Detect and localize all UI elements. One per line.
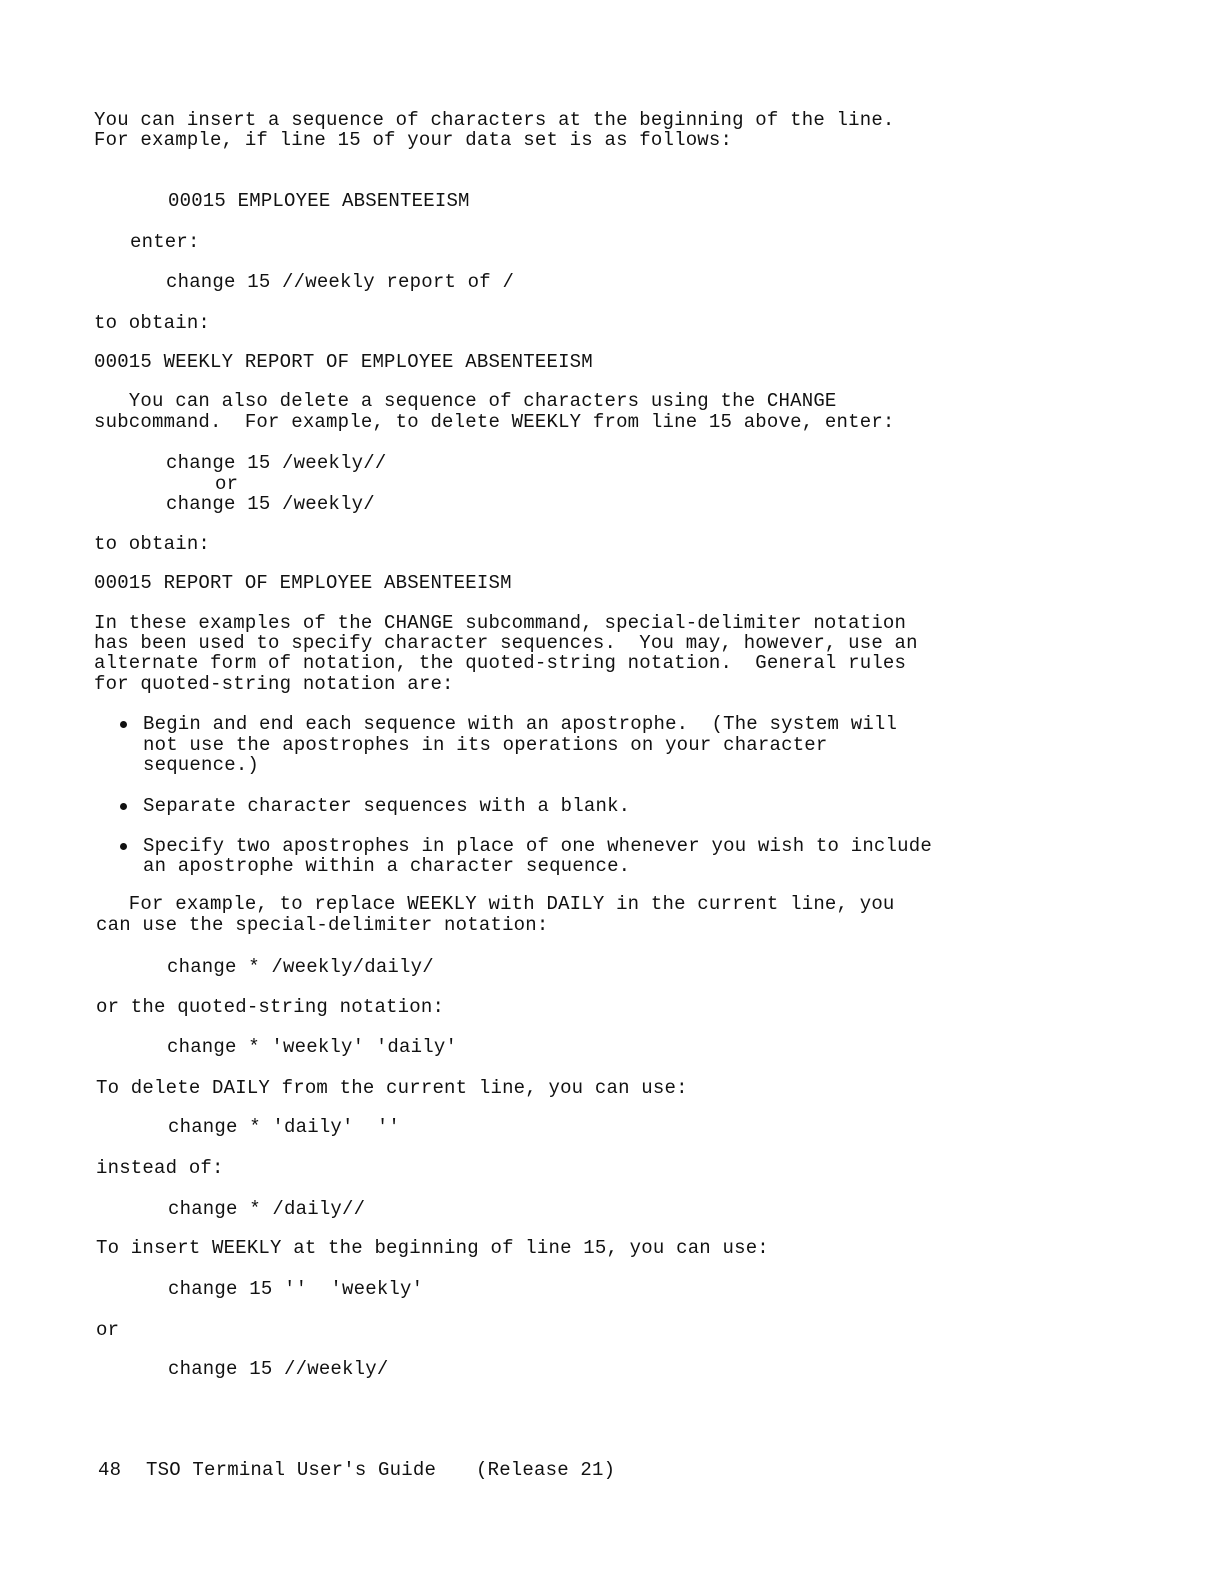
bullet-icon bbox=[120, 843, 127, 850]
rule-1-line-1: Begin and end each sequence with an apostrophe. (The system will bbox=[143, 713, 898, 735]
footer-title: TSO Terminal User's Guide bbox=[146, 1459, 437, 1481]
intro-line-1: You can insert a sequence of characters at the beginning of the line. bbox=[94, 109, 895, 131]
notation-para-line-4: for quoted-string notation are: bbox=[94, 673, 454, 695]
example-result-line: 00015 WEEKLY REPORT OF EMPLOYEE ABSENTEEISM bbox=[94, 351, 593, 373]
rule-3-line-2: an apostrophe within a character sequence. bbox=[143, 855, 631, 877]
to-obtain-label-2: to obtain: bbox=[94, 533, 211, 555]
rule-1-line-2: not use the apostrophes in its operations on your character bbox=[143, 734, 828, 756]
rule-3-line-1: Specify two apostrophes in place of one whenever you wish to include bbox=[143, 835, 932, 857]
rule-2-line-1: Separate character sequences with a blank. bbox=[143, 795, 631, 817]
enter-label: enter: bbox=[130, 231, 200, 253]
example-command-delete-daily: change * 'daily' '' bbox=[168, 1116, 401, 1138]
or-label-2: or bbox=[96, 1319, 120, 1341]
example-command-delete-daily-alt: change * /daily// bbox=[168, 1198, 366, 1220]
example-command-insert-weekly: change 15 '' 'weekly' bbox=[168, 1278, 424, 1300]
example-command-replace-quoted: change * 'weekly' 'daily' bbox=[167, 1036, 458, 1058]
notation-para-line-3: alternate form of notation, the quoted-string notation. General rules bbox=[94, 652, 907, 674]
example-command-delete-1: change 15 /weekly// bbox=[166, 452, 387, 474]
rule-1-line-3: sequence.) bbox=[143, 754, 260, 776]
example-command-delete-2: change 15 /weekly/ bbox=[166, 493, 375, 515]
example-command-replace: change * /weekly/daily/ bbox=[167, 956, 434, 978]
or-label: or bbox=[215, 473, 239, 495]
notation-para-line-1: In these examples of the CHANGE subcommand, special-delimiter notation bbox=[94, 612, 907, 634]
example-command-insert: change 15 //weekly report of / bbox=[166, 271, 515, 293]
page-number: 48 bbox=[98, 1459, 122, 1481]
footer-release: (Release 21) bbox=[476, 1459, 616, 1481]
replace-para-line-1: For example, to replace WEEKLY with DAILY in the current line, you bbox=[94, 893, 895, 915]
replace-para-line-2: can use the special-delimiter notation: bbox=[96, 914, 549, 936]
example-original-line: 00015 EMPLOYEE ABSENTEEISM bbox=[168, 190, 470, 212]
notation-para-line-2: has been used to specify character sequences. You may, however, use an bbox=[94, 632, 918, 654]
to-obtain-label: to obtain: bbox=[94, 312, 211, 334]
example-result-line-2: 00015 REPORT OF EMPLOYEE ABSENTEEISM bbox=[94, 572, 512, 594]
delete-daily-intro: To delete DAILY from the current line, you can use: bbox=[96, 1077, 688, 1099]
intro-line-2: For example, if line 15 of your data set is as follows: bbox=[94, 129, 733, 151]
or-quoted-label: or the quoted-string notation: bbox=[96, 996, 445, 1018]
bullet-icon bbox=[120, 803, 127, 810]
insert-weekly-intro: To insert WEEKLY at the beginning of line 15, you can use: bbox=[96, 1237, 769, 1259]
delete-para-line-2: subcommand. For example, to delete WEEKLY from line 15 above, enter: bbox=[94, 411, 895, 433]
example-command-insert-weekly-alt: change 15 //weekly/ bbox=[168, 1358, 389, 1380]
delete-para-line-1: You can also delete a sequence of characters using the CHANGE bbox=[94, 390, 837, 412]
instead-of-label: instead of: bbox=[96, 1157, 224, 1179]
bullet-icon bbox=[120, 721, 127, 728]
